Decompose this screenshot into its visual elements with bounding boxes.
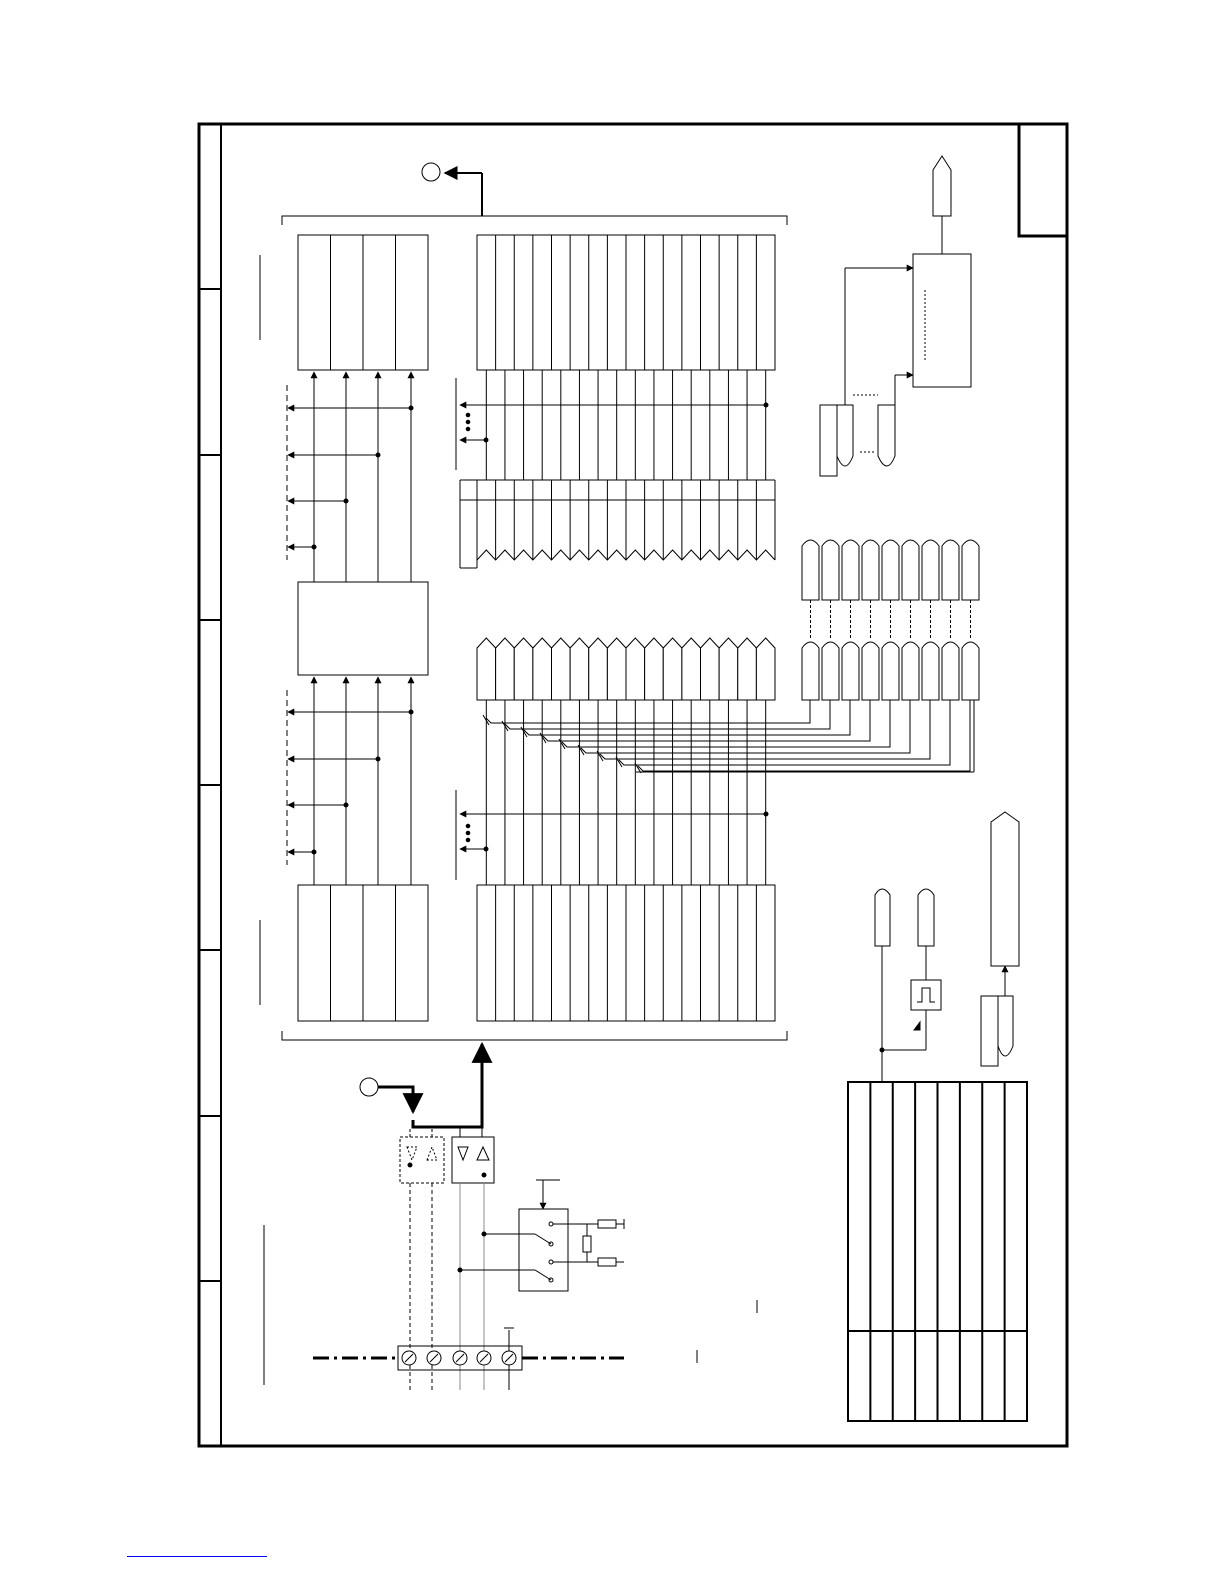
junction-dot bbox=[376, 757, 380, 761]
pin-wire bbox=[619, 700, 950, 765]
ellipsis-dot bbox=[466, 824, 470, 828]
annotation-marks bbox=[260, 255, 757, 1385]
side-connector-pin bbox=[822, 540, 839, 600]
lower-narrow-register bbox=[298, 885, 428, 1021]
connector-pin bbox=[589, 638, 608, 700]
side-connector-pin bbox=[862, 540, 879, 600]
side-connector-pin bbox=[802, 642, 819, 700]
connector-pins-side bbox=[802, 540, 979, 700]
connector-bottom-wire bbox=[378, 1087, 413, 1112]
side-connector-pin bbox=[802, 540, 819, 600]
resistor bbox=[598, 1258, 616, 1266]
connector-pin bbox=[682, 638, 701, 700]
side-connector-pin bbox=[842, 540, 859, 600]
pin-wire bbox=[505, 700, 830, 729]
junction-dot bbox=[764, 812, 768, 816]
side-connector-pin bbox=[822, 642, 839, 700]
connector-pin bbox=[496, 638, 515, 700]
side-connector-pin bbox=[942, 642, 959, 700]
connector-pin bbox=[570, 638, 589, 700]
resistor bbox=[583, 1236, 591, 1252]
side-connector-pin bbox=[962, 540, 979, 600]
buffer-triangle bbox=[477, 1147, 489, 1160]
terminal-strip bbox=[313, 1346, 624, 1370]
junction-dot bbox=[409, 710, 413, 714]
ellipsis-dot bbox=[466, 838, 470, 842]
control-block bbox=[298, 582, 428, 675]
bus-feed-wire bbox=[413, 1105, 482, 1127]
ellipsis-dot bbox=[466, 420, 470, 424]
ellipsis-dot bbox=[466, 831, 470, 835]
side-connector-pin bbox=[922, 642, 939, 700]
side-connector-pin bbox=[842, 642, 859, 700]
lower-right-connectors bbox=[875, 812, 1019, 1082]
connector-pin bbox=[645, 638, 664, 700]
connector-pin bbox=[626, 638, 645, 700]
switch-contact bbox=[535, 1234, 551, 1244]
junction-dot bbox=[312, 545, 316, 549]
pulse-icon bbox=[917, 988, 935, 1002]
connector-pin bbox=[477, 638, 496, 700]
upper-wide-register bbox=[477, 235, 775, 370]
connector-pin bbox=[719, 638, 738, 700]
optional-buffer bbox=[400, 1137, 444, 1183]
connector-pin bbox=[607, 638, 626, 700]
buffer-triangle bbox=[458, 1147, 468, 1160]
side-connector-pin bbox=[882, 540, 899, 600]
junction-dot bbox=[484, 438, 488, 442]
junction-dot bbox=[376, 453, 380, 457]
frame-zone-dividers bbox=[199, 289, 221, 1281]
switch-box bbox=[519, 1209, 568, 1291]
connector-pin bbox=[738, 638, 757, 700]
pin-wire bbox=[486, 700, 810, 723]
connector-pin bbox=[663, 638, 682, 700]
pin-table bbox=[848, 1082, 1027, 1421]
junction-dot bbox=[484, 847, 488, 851]
footer-link[interactable] bbox=[127, 1556, 267, 1557]
side-connector-pin bbox=[902, 540, 919, 600]
schmitt-trigger bbox=[911, 980, 941, 1010]
cut-register-block bbox=[460, 480, 775, 568]
wide-register-signal-lines bbox=[456, 370, 768, 885]
resistor bbox=[598, 1220, 616, 1228]
connector-pins-upper-row bbox=[477, 638, 775, 700]
lower-wide-register bbox=[477, 885, 775, 1021]
junction-dot bbox=[344, 499, 348, 503]
pin-wire bbox=[524, 700, 850, 735]
connector-pin bbox=[514, 638, 533, 700]
side-connector-pin bbox=[962, 642, 979, 700]
junction-dot bbox=[344, 803, 348, 807]
side-connector-pin bbox=[862, 642, 879, 700]
side-connector-pin bbox=[922, 540, 939, 600]
connector-pin bbox=[756, 638, 775, 700]
junction-dot bbox=[764, 403, 768, 407]
ellipsis-dot bbox=[466, 427, 470, 431]
connector-pin bbox=[701, 638, 720, 700]
connector-pin bbox=[552, 638, 571, 700]
side-connector-pin bbox=[942, 540, 959, 600]
pin-wire bbox=[581, 700, 910, 753]
connector-pin bbox=[533, 638, 552, 700]
circle-connector-bottom bbox=[360, 1078, 378, 1096]
ellipsis-dot bbox=[466, 413, 470, 417]
side-connector-pin bbox=[882, 642, 899, 700]
switch-contact bbox=[535, 1270, 551, 1280]
junction-dot bbox=[312, 850, 316, 854]
junction-dot bbox=[409, 406, 413, 410]
top-right-module bbox=[820, 156, 971, 476]
side-connector-pin bbox=[902, 642, 919, 700]
circle-connector-top bbox=[422, 163, 440, 181]
upper-narrow-register bbox=[298, 235, 428, 370]
